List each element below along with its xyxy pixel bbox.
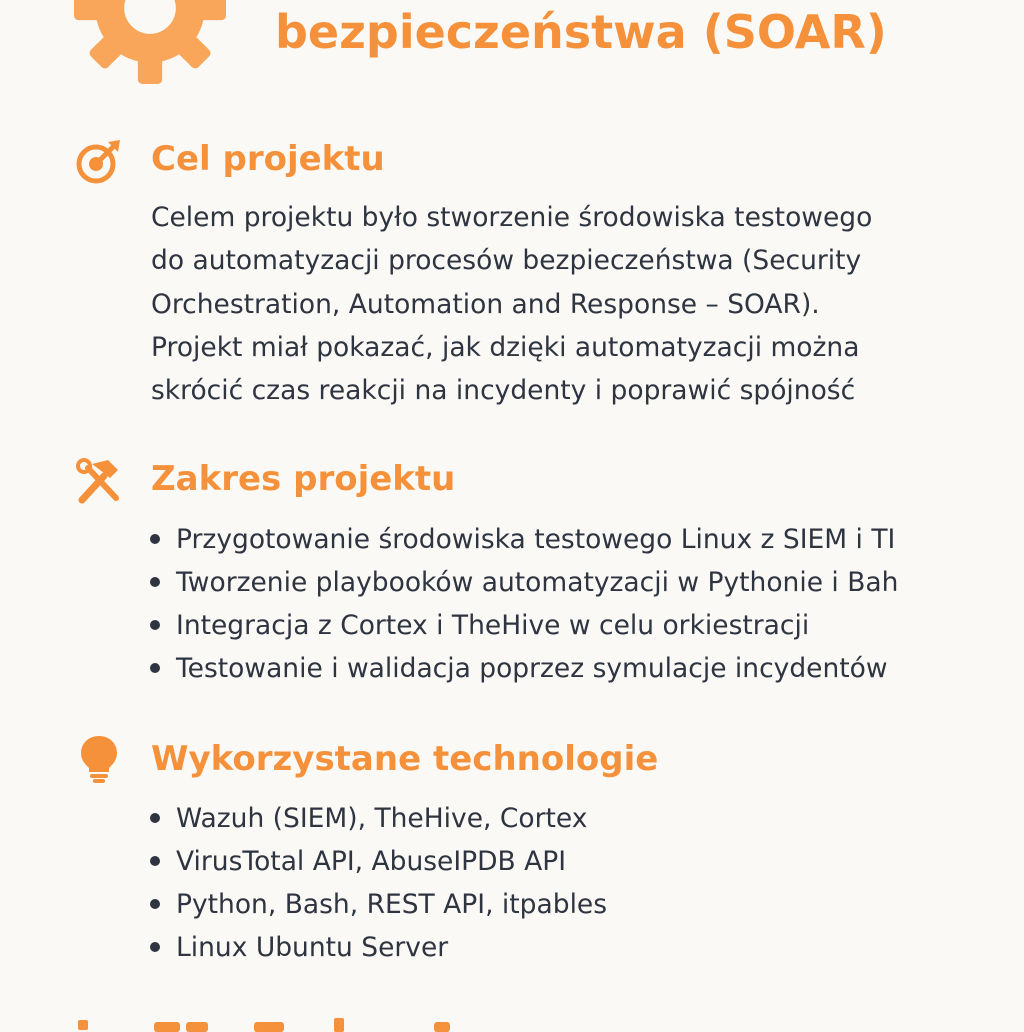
list-item-text: Integracja z Cortex i TheHive w celu orkiestracji: [176, 610, 810, 641]
page-title: bezpieczeństwa (SOAR): [275, 5, 887, 59]
list-item: [150, 604, 898, 647]
list-item: [150, 647, 898, 690]
bullet-icon: [150, 534, 160, 544]
section-title-goal: Cel projektu: [151, 139, 385, 179]
bullet-icon: [150, 942, 160, 952]
section-title-scope: Zakres projektu: [151, 459, 456, 499]
list-item: [150, 561, 898, 604]
list-item: [150, 797, 607, 840]
list-item-text: Tworzenie playbooków automatyzacji w Pythonie i Bah: [176, 567, 899, 598]
bullet-icon: [150, 899, 160, 909]
list-item: [150, 883, 607, 926]
next-section-cut-off: [74, 1016, 454, 1032]
list-item-text: Linux Ubuntu Server: [176, 932, 449, 963]
list-item-text: Testowanie i walidacja poprzez symulacje incydentów: [176, 653, 888, 684]
list-item-text: Python, Bash, REST API, itpables: [176, 889, 608, 920]
bullet-icon: [150, 577, 160, 587]
tools-icon: [74, 456, 124, 506]
bullet-icon: [150, 663, 160, 673]
list-item-text: Wazuh (SIEM), TheHive, Cortex: [176, 803, 588, 834]
bullet-icon: [150, 856, 160, 866]
bullet-icon: [150, 813, 160, 823]
bullet-icon: [150, 620, 160, 630]
list-item-text: VirusTotal API, AbuseIPDB API: [176, 846, 567, 877]
goal-line: Celem projektu było stworzenie środowiska testowego: [151, 202, 873, 233]
scope-list: [150, 518, 898, 690]
list-item: [150, 840, 607, 883]
section-title-tech: Wykorzystane technologie: [151, 739, 659, 779]
tech-list: [150, 797, 607, 969]
target-icon: [74, 136, 124, 186]
goal-line: Projekt miał pokazać, jak dzięki automatyzacji można: [151, 331, 860, 363]
goal-description: [151, 196, 951, 412]
list-item: [150, 518, 898, 561]
list-item: [150, 926, 607, 969]
gear-icon: [74, 0, 226, 84]
goal-line: skrócić czas reakcji na incydenty i poprawić spójność: [151, 375, 856, 407]
list-item-text: Przygotowanie środowiska testowego Linux z SIEM i TI: [176, 524, 896, 555]
lightbulb-icon: [74, 734, 124, 784]
goal-line: Orchestration, Automation and Response – SOAR).: [151, 288, 820, 320]
goal-line: do automatyzacji procesów bezpieczeństwa (Security: [151, 245, 862, 277]
